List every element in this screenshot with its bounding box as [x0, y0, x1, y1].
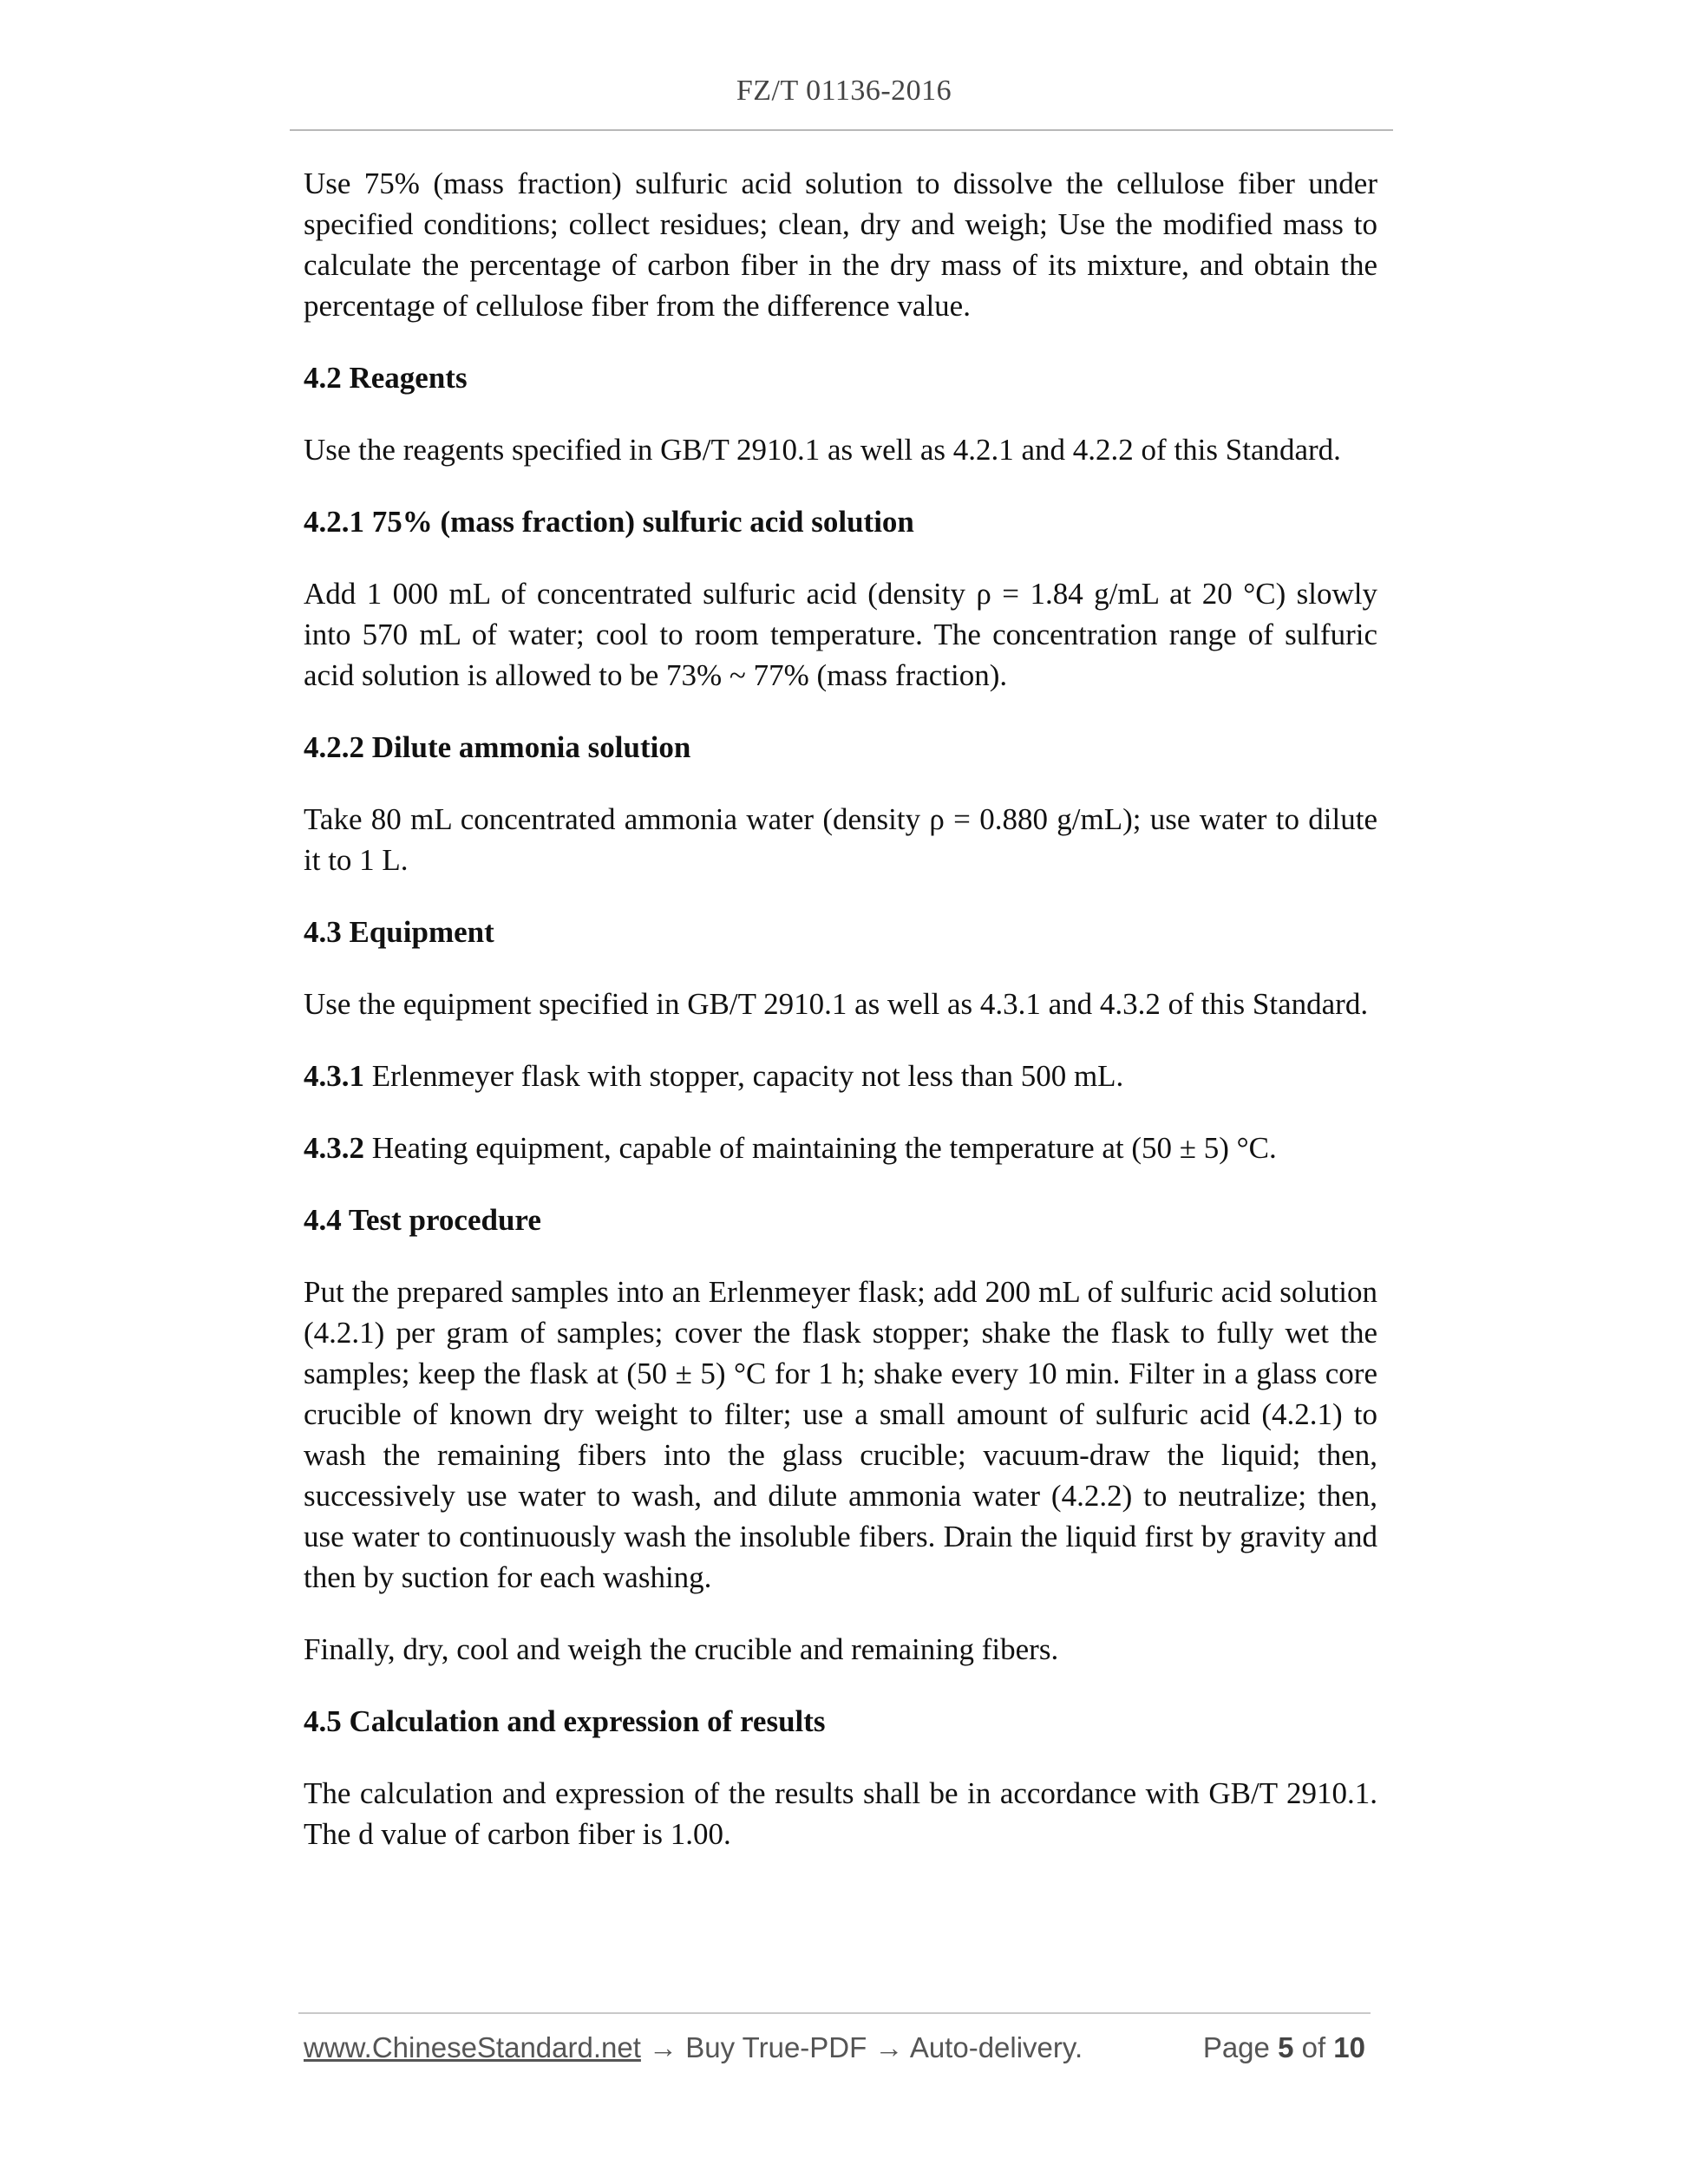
item-number-4-3-1: 4.3.1: [304, 1059, 364, 1093]
section-text-4-2-1: Add 1 000 mL of concentrated sulfuric acid (density ρ = 1.84 g/mL at 20 °C) slowly into 570 mL of water; cool to room temperature. The concentration range of sulfuric acid solution is allowed to be 73% ~ 77% (mass fraction).: [304, 577, 1377, 692]
page-total: 10: [1333, 2031, 1365, 2063]
intro-paragraph: Use 75% (mass fraction) sulfuric acid solution to dissolve the cellulose fiber under specified conditions; collect residues; clean, dry and weigh; Use the modified mass to calculate the percentage of carbon fiber in the dry mass of its mixture, and obtain the percentage of cellulose fiber from the difference value.: [304, 167, 1377, 323]
header-divider: [290, 129, 1393, 131]
section-heading-4-4: 4.4 Test procedure: [304, 1203, 541, 1237]
item-4-3-2: [304, 1128, 1377, 1168]
section-heading-4-2: 4.2 Reagents: [304, 361, 468, 395]
section-heading-4-2-1: 4.2.1 75% (mass fraction) sulfuric acid solution: [304, 505, 914, 539]
footer-promo-text: → Buy True-PDF → Auto-delivery.: [640, 2031, 1083, 2063]
section-text-4-5: The calculation and expression of the results shall be in accordance with GB/T 2910.1. The d value of carbon fiber is 1.00.: [304, 1776, 1377, 1851]
section-text-4-3: Use the equipment specified in GB/T 2910.1 as well as 4.3.1 and 4.3.2 of this Standard.: [304, 987, 1369, 1021]
document-body: [304, 163, 1377, 1886]
section-heading-4-5: 4.5 Calculation and expression of results: [304, 1704, 826, 1738]
item-4-3-1: [304, 1056, 1377, 1096]
website-link[interactable]: www.ChineseStandard.net: [304, 2031, 641, 2063]
section-heading-4-2-2: 4.2.2 Dilute ammonia solution: [304, 730, 691, 764]
section-heading-4-3: 4.3 Equipment: [304, 915, 494, 949]
page-indicator: [1203, 2031, 1365, 2064]
item-text-4-3-2: Heating equipment, capable of maintaining the temperature at (50 ± 5) °C.: [364, 1131, 1277, 1165]
section-text-4-2: Use the reagents specified in GB/T 2910.1 as well as 4.2.1 and 4.2.2 of this Standard.: [304, 433, 1341, 467]
section-text-4-2-2: Take 80 mL concentrated ammonia water (density ρ = 0.880 g/mL); use water to dilute it to 1 L.: [304, 802, 1377, 877]
footer-promo: [304, 2031, 1083, 2064]
footer-divider: [298, 2012, 1371, 2014]
item-text-4-3-1: Erlenmeyer flask with stopper, capacity not less than 500 mL.: [364, 1059, 1124, 1093]
item-number-4-3-2: 4.3.2: [304, 1131, 364, 1165]
page-number: 5: [1278, 2031, 1294, 2063]
section-text-4-4: Put the prepared samples into an Erlenmeyer flask; add 200 mL of sulfuric acid solution (4.2.1) per gram of samples; cover the flask stopper; shake the flask to fully wet the samples; keep the flask at (50 ± 5) °C for 1 h; shake every 10 min. Filter in a glass core crucible of known dry weight to filter; use a small amount of sulfuric acid (4.2.1) to wash the remaining fibers into the glass crucible; vacuum-draw the liquid; then, successively use water to wash, and dilute ammonia water (4.2.2) to neutralize; then, use water to continuously wash the insoluble fibers. Drain the liquid first by gravity and then by suction for each washing.: [304, 1275, 1377, 1594]
document-code-header: FZ/T 01136-2016: [736, 75, 952, 107]
page-label: Page: [1202, 2031, 1279, 2063]
section-text-4-4-final: Finally, dry, cool and weigh the crucible and remaining fibers.: [304, 1632, 1059, 1666]
page-of-label: of: [1293, 2031, 1334, 2063]
